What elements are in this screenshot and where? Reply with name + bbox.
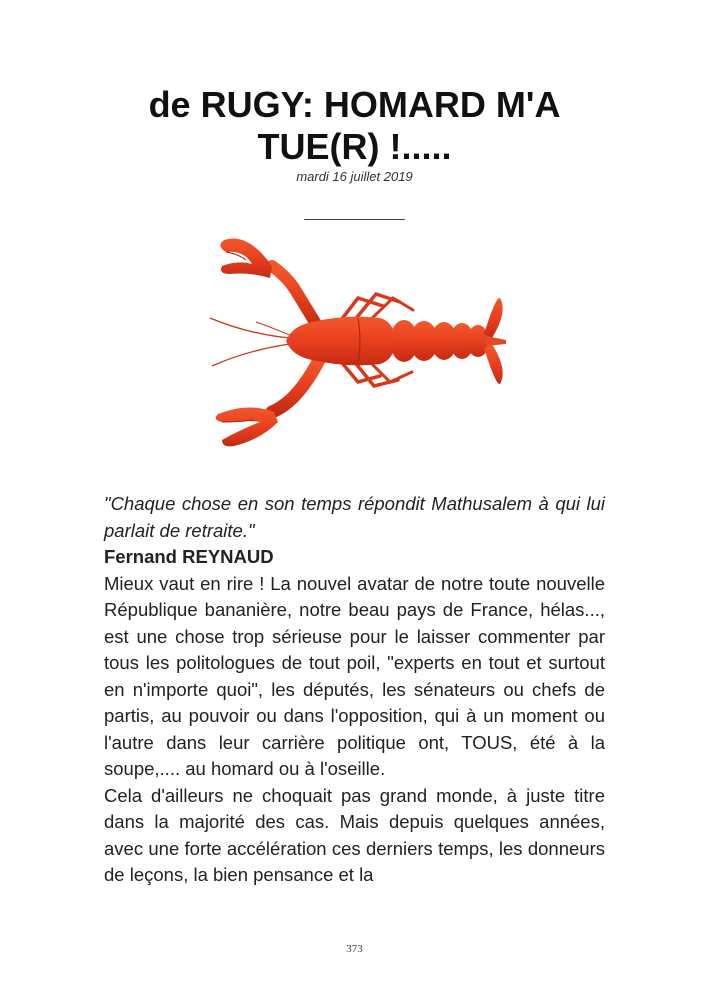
- article-body: [104, 491, 605, 889]
- paragraph: Mieux vaut en rire ! La nouvel avatar de notre toute nouvelle République bananière, notre beau pays de France, hélas..., est une chose trop sérieuse pour le laisser commenter par tous les politologues de tout poil, "experts en tout et surtout en n'importe quoi", les députés, les sénateurs ou chefs de partis, au pouvoir ou dans l'opposition, qui à un moment ou l'autre dans leur carrière politique ont, TOUS, été à la soupe,.... au homard ou à l'oseille.: [104, 572, 605, 779]
- quote: "Chaque chose en son temps répondit Mathusalem à qui lui parlait de retraite.": [104, 493, 605, 541]
- publish-date: mardi 16 juillet 2019: [296, 169, 413, 184]
- paragraph: Cela d'ailleurs ne choquait pas grand monde, à juste titre dans la majorité des cas. Mais depuis quelques années, avec une forte accélération ces derniers temps, les donneurs de leçons, la bien pensance et la: [104, 784, 605, 885]
- lobster-image: [208, 226, 508, 452]
- page-number: 373: [346, 943, 363, 955]
- divider-line: ____________: [304, 204, 405, 221]
- quote-author: Fernand REYNAUD: [104, 546, 274, 567]
- page-title: de RUGY: HOMARD M'A TUE(R) !.....: [148, 84, 561, 167]
